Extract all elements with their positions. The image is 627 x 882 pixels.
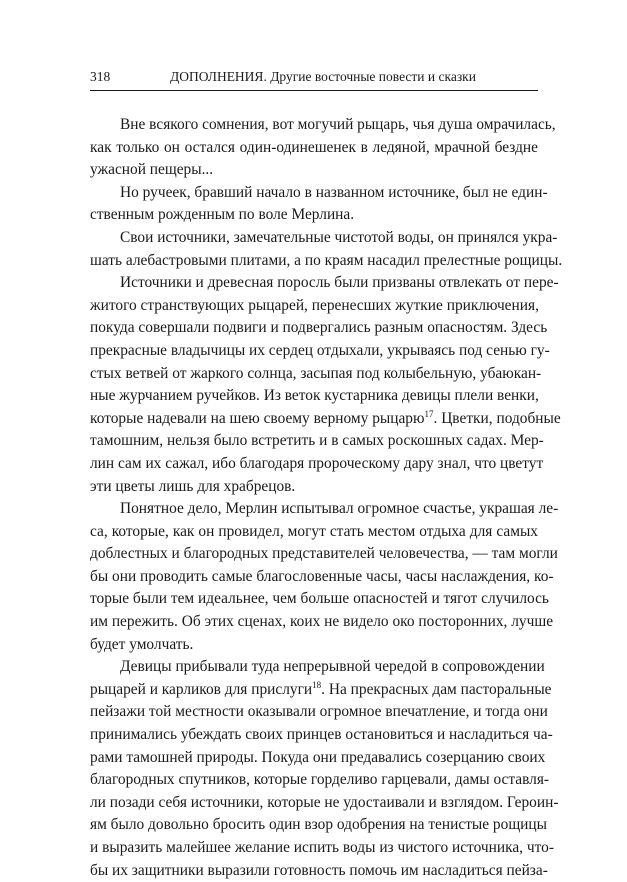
text-line: Источники и древесная поросль были призваны отвлекать от пере-	[120, 274, 559, 292]
text-line: как только он остался один-одинешенек в ледяной, мрачной бездне	[90, 138, 538, 156]
text-line: рыцарей и карликов для прислуги$^{18}$. На прекрасных дам пасторальные	[90, 679, 552, 698]
text-line: принимались убеждать своих принцев остановиться и насладиться ча-	[90, 726, 553, 744]
paragraph	[90, 114, 556, 182]
text-line: тамошним, нельзя было встретить и в самых роскошных садах. Мер-	[90, 432, 544, 450]
paragraph	[90, 656, 559, 882]
book-subtitle: . Другие восточные повести и сказки	[263, 69, 476, 84]
paragraph	[90, 272, 561, 498]
text-line: которые надевали на шею своему верному рыцарю$^{17}$. Цветки, подобные	[90, 408, 561, 427]
body-text	[90, 114, 563, 882]
text-line: ственным рожденным по воле Мерлина.	[90, 206, 355, 224]
text-line: и выразить малейшее желание испить воды из чистого источника, что-	[90, 839, 554, 856]
text-line: лин сам их сажал, ибо благодаря пророческому дару знал, что цветут	[90, 454, 544, 472]
footnote-ref: 17	[424, 408, 434, 419]
text-line: ные журчанием ручейков. Из веток кустарника девицы плели венки,	[90, 387, 539, 405]
text-line: са, которые, как он провидел, могут стать местом отдыха для самых	[90, 522, 538, 540]
text-line: житого странствующих рыцарей, перенесших жуткие приключения,	[90, 296, 539, 314]
text-line: прекрасные владычицы их сердец отдыхали, укрываясь под сенью гу-	[90, 341, 550, 359]
book-page	[90, 0, 563, 879]
text-line: ли позади себя источники, которые не удостаивали и взглядом. Героин-	[90, 793, 559, 811]
running-title	[170, 68, 476, 86]
footnote-ref: 18	[312, 679, 322, 690]
text-line: Понятное дело, Мерлин испытывал огромное счастье, украшая ле-	[120, 500, 559, 518]
paragraph	[90, 182, 548, 227]
text-line: будет умолчать.	[90, 635, 194, 653]
text-line: рами тамошней природы. Покуда они предавались созерцанию своих	[90, 748, 546, 766]
paragraph	[90, 227, 563, 272]
page-number: 318	[90, 69, 111, 84]
text-line: бы их защитники выразили готовность помочь им насладиться пейза-	[90, 861, 548, 879]
text-line: эти цветы лишь для храбрецов.	[90, 477, 296, 495]
text-line: Свои источники, замечательные чистотой воды, он принялся укра-	[120, 228, 558, 246]
text-line: Вне всякого сомнения, вот могучий рыцарь, чья душа омрачилась,	[120, 116, 556, 133]
text-line: Девицы прибывали туда непрерывной чередой в сопровождении	[120, 658, 545, 676]
text-line: ужасной пещеры...	[90, 161, 214, 179]
text-line: им пережить. Об этих сценах, коих не видело око посторонних, лучше	[90, 613, 554, 631]
text-line: ям было довольно бросить один взор одобрения на тенистые рощицы	[90, 816, 547, 834]
text-line: покуда совершали подвиги и подвергались разным опасностям. Здесь	[90, 319, 548, 337]
text-line: торые были тем идеальнее, чем больше опасностей и тягот случилось	[90, 590, 549, 608]
text-line: шать алебастровыми плитами, а по краям насадил прелестные рощицы.	[90, 251, 563, 269]
text-line: Но ручеек, бравший начало в названном источнике, был не един-	[120, 183, 548, 201]
running-header	[90, 68, 538, 91]
text-line: благородных спутников, которые горделиво гарцевали, дамы оставля-	[90, 771, 550, 789]
text-line: бы они проводить самые благословенные часы, часы наслаждения, ко-	[90, 567, 554, 585]
text-line: пейзажи той местности оказывали огромное впечатление, и тогда они	[90, 703, 548, 721]
text-line: доблестных и благородных представителей человечества, — там могли	[90, 545, 558, 563]
section-name: ДОПОЛНЕНИЯ	[170, 69, 264, 84]
paragraph	[90, 498, 559, 656]
text-line: стых ветвей от жаркого солнца, засыпая под колыбельную, убаюкан-	[90, 364, 542, 382]
